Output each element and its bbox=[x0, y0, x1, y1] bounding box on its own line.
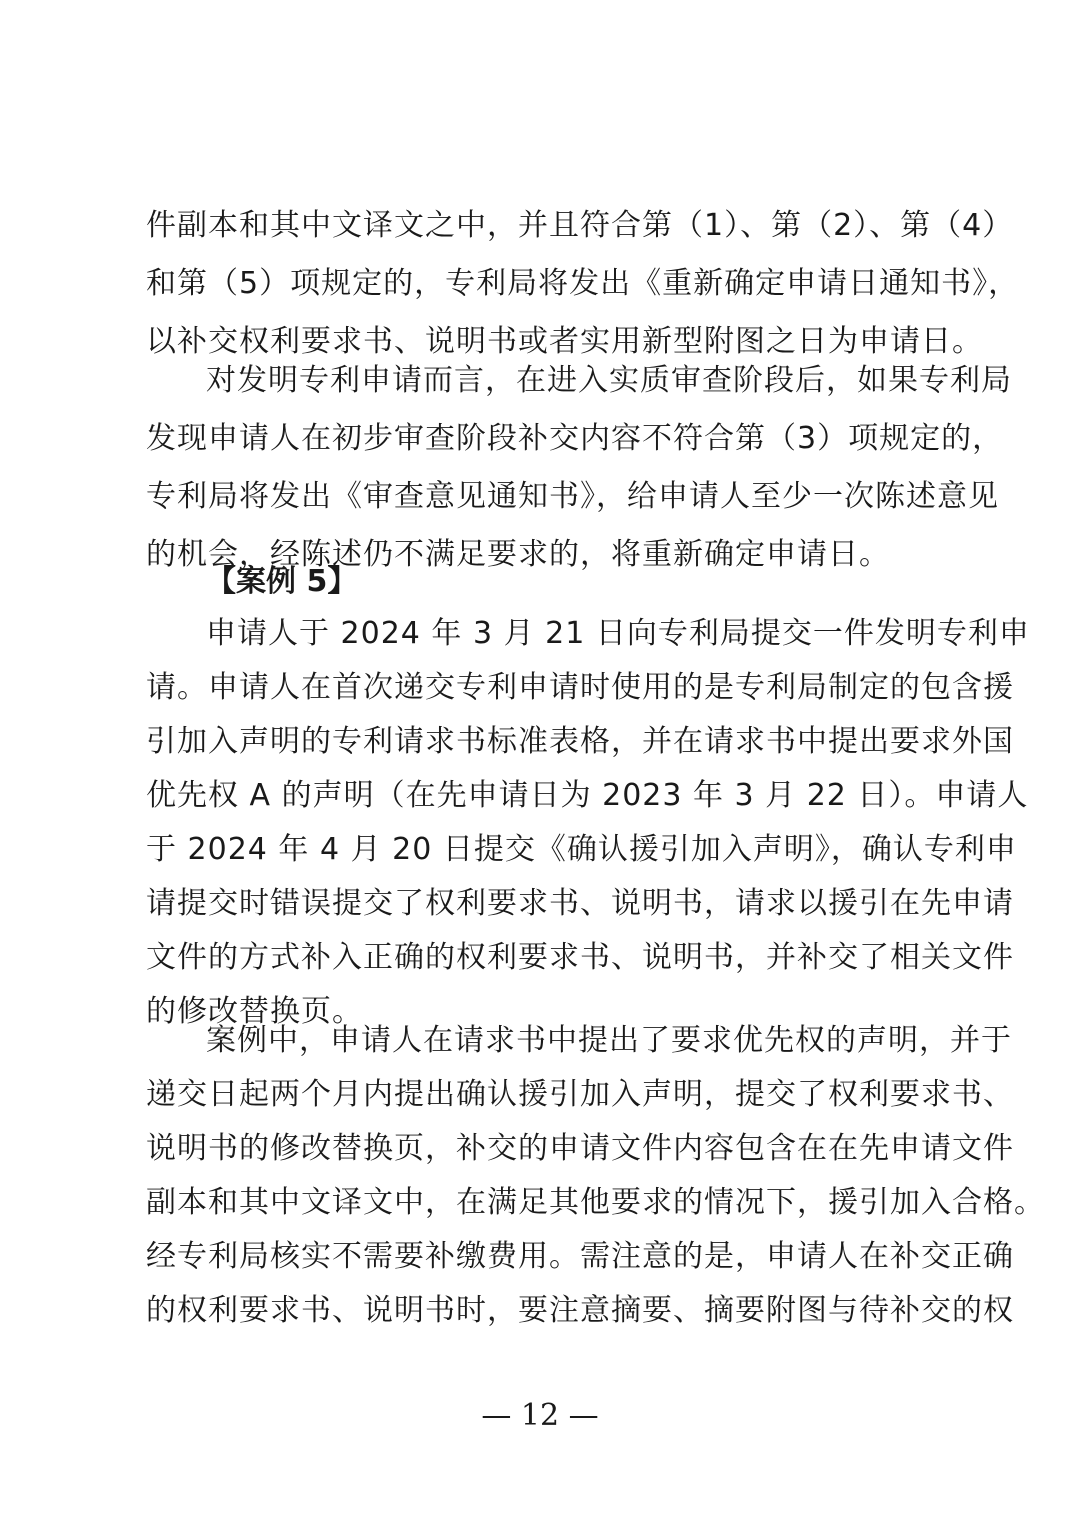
paragraph-first-line: 案例中，申请人在请求书中提出了要求优先权的声明，并于 bbox=[206, 1023, 1012, 1058]
page-number: — 12 — bbox=[481, 1398, 599, 1433]
body-line: 副本和其中文译文中，在满足其他要求的情况下，援引加入合格。 bbox=[146, 1185, 1045, 1220]
body-line: 的修改替换页。 bbox=[146, 994, 363, 1029]
body-line: 专利局将发出《审查意见通知书》，给申请人至少一次陈述意见 bbox=[146, 479, 999, 514]
body-line: 文件的方式补入正确的权利要求书、说明书，并补交了相关文件 bbox=[146, 940, 1014, 975]
case-heading: 【案例 5】 bbox=[206, 564, 358, 599]
body-line: 说明书的修改替换页，补交的申请文件内容包含在在先申请文件 bbox=[146, 1131, 1014, 1166]
body-line: 优先权 A 的声明（在先申请日为 2023 年 3 月 22 日）。申请人 bbox=[146, 778, 1029, 813]
body-line: 于 2024 年 4 月 20 日提交《确认援引加入声明》，确认专利申 bbox=[146, 832, 1017, 867]
body-line: 递交日起两个月内提出确认援引加入声明，提交了权利要求书、 bbox=[146, 1077, 1014, 1112]
body-line: 件副本和其中文译文之中，并且符合第（1）、第（2）、第（4） bbox=[146, 208, 1014, 243]
body-line: 以补交权利要求书、说明书或者实用新型附图之日为申请日。 bbox=[146, 324, 983, 359]
body-line: 发现申请人在初步审查阶段补交内容不符合第（3）项规定的， bbox=[146, 421, 1004, 456]
paragraph-first-line: 对发明专利申请而言，在进入实质审查阶段后，如果专利局 bbox=[206, 363, 1012, 398]
body-line: 的权利要求书、说明书时，要注意摘要、摘要附图与待补交的权 bbox=[146, 1293, 1014, 1328]
paragraph-first-line: 申请人于 2024 年 3 月 21 日向专利局提交一件发明专利申 bbox=[206, 616, 1030, 651]
body-line: 引加入声明的专利请求书标准表格，并在请求书中提出要求外国 bbox=[146, 724, 1014, 759]
body-line: 请。申请人在首次递交专利申请时使用的是专利局制定的包含援 bbox=[146, 670, 1014, 705]
body-line: 请提交时错误提交了权利要求书、说明书，请求以援引在先申请 bbox=[146, 886, 1014, 921]
body-line: 和第（5）项规定的，专利局将发出《重新确定申请日通知书》， bbox=[146, 266, 1020, 301]
body-line: 经专利局核实不需要补缴费用。需注意的是，申请人在补交正确 bbox=[146, 1239, 1014, 1274]
body-line: 的机会，经陈述仍不满足要求的，将重新确定申请日。 bbox=[146, 537, 890, 572]
